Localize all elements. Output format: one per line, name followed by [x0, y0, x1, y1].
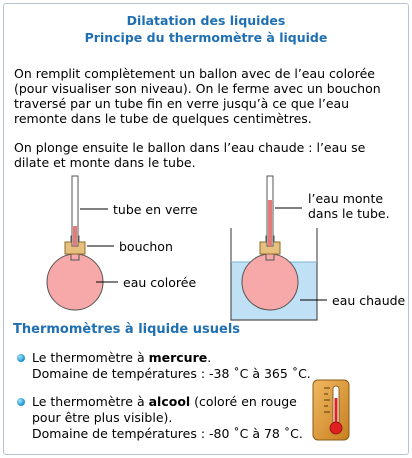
label-eau-monte-1: l’eau monte [308, 191, 384, 206]
bullet-icon [17, 354, 25, 362]
bullet-mercure-line1: Le thermomètre à mercure. [32, 350, 212, 365]
intro-paragraph: On remplit complètement un ballon avec de l’eau colorée (pour visualiser son niveau). On le ferme avec un bouchon traversé par un tube fin en verre jusqu’à ce que l’eau remonte dans le tube de quelques centimètres. [14, 66, 381, 126]
immersion-paragraph: On plonge ensuite le ballon dans l’eau chaude : l’eau se dilate et monte dans le tube. [14, 140, 366, 170]
label-eau-chaude: eau chaude [332, 293, 406, 308]
label-eau-coloree: eau colorée [123, 275, 197, 290]
bullet-icon [17, 398, 25, 406]
bullet-mercure-line2: Domaine de températures : -38 ˚C à 365 ˚C. [32, 366, 311, 381]
bullet-alcool-line2: pour être plus visible). [32, 410, 173, 425]
flask-left [47, 176, 103, 310]
page-subtitle: Principe du thermomètre à liquide [84, 30, 328, 45]
section-title: Thermomètres à liquide usuels [13, 322, 241, 337]
bullet-alcool-line1: Le thermomètre à alcool (coloré en rouge [32, 394, 297, 409]
page-title: Dilatation des liquides [126, 13, 286, 28]
label-bouchon: bouchon [119, 239, 173, 254]
bullet-alcool-line3: Domaine de températures : -80 ˚C à 78 ˚C. [32, 426, 303, 441]
label-eau-monte-2: dans le tube. [308, 206, 390, 221]
flask-right [242, 176, 298, 310]
label-tube: tube en verre [113, 202, 198, 217]
